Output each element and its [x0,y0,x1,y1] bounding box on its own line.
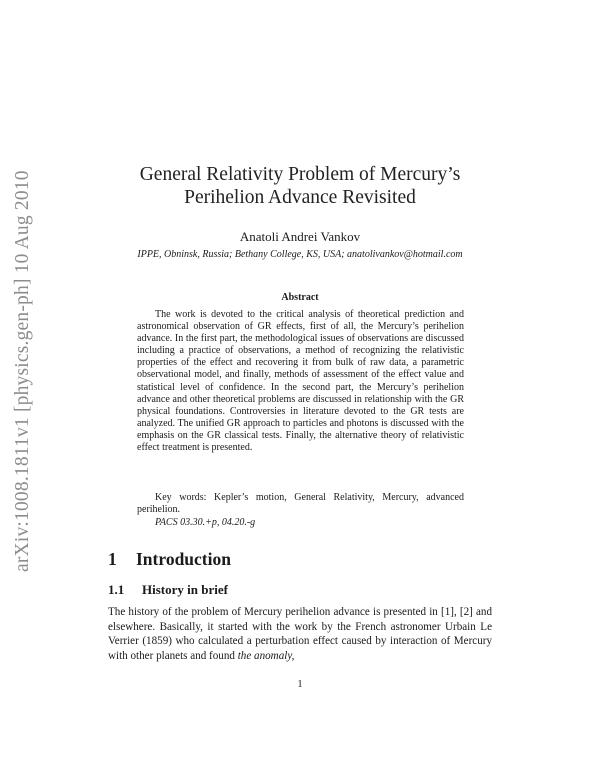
intro-paragraph [108,605,492,663]
author-affiliation: IPPE, Obninsk, Russia; Bethany College, KS, USA; anatolivankov@hotmail.com [137,249,463,260]
page-number: 1 [297,679,303,690]
title-line-1: General Relativity Problem of Mercury’s [139,164,461,185]
keywords: Key words: Kepler’s motion, General Relativity, Mercury, advanced perihelion. [137,492,464,516]
section-number: 1 [108,549,117,569]
abstract-heading: Abstract [281,292,319,303]
subsection-heading [108,582,228,598]
subsection-title: History in brief [142,582,228,597]
arxiv-stamp-text: arXiv:1008.1811v1 [physics.gen-ph] 10 Aug 2010 [12,170,33,572]
arxiv-stamp [12,170,33,592]
paper-title [100,163,500,209]
section-heading [108,549,231,570]
subsection-number: 1.1 [108,582,125,597]
intro-text: The history of the problem of Mercury perihelion advance is presented in [1], [2] and elsewhere. Basically, it started with the work by the French astronomer Urbain Le Verrier (1859) who calculated a perturbation effect caused by interaction of Mercury with other planets and found [108,606,492,662]
section-title: Introduction [136,549,231,569]
title-line-2: Perihelion Advance Revisited [184,187,416,208]
pacs-codes: PACS 03.30.+p, 04.20.-g [155,517,256,528]
intro-emphasis: the anomaly, [237,649,295,662]
abstract-text: The work is devoted to the critical analysis of theoretical prediction and astronomical observation of GR effects, first of all, the Mercury’s perihelion advance. In the first part, the methodological issues of observations are discussed including a practice of observations, a method of recognizing the relativistic properties of the effect and recovering it from bulk of raw data, a parametric observational model, and finally, methods of assessment of the effect value and statistical level of confidence. In the second part, the Mercury’s perihelion advance and other theoretical problems are discussed in relationship with the GR physical foundations. Controversies in literature devoted to the GR tests are analyzed. The unified GR approach to particles and photons is discussed with the emphasis on the GR classical tests. Finally, the alternative theory of relativistic effect treatment is presented. [137,309,464,454]
author-name: Anatoli Andrei Vankov [239,229,361,244]
